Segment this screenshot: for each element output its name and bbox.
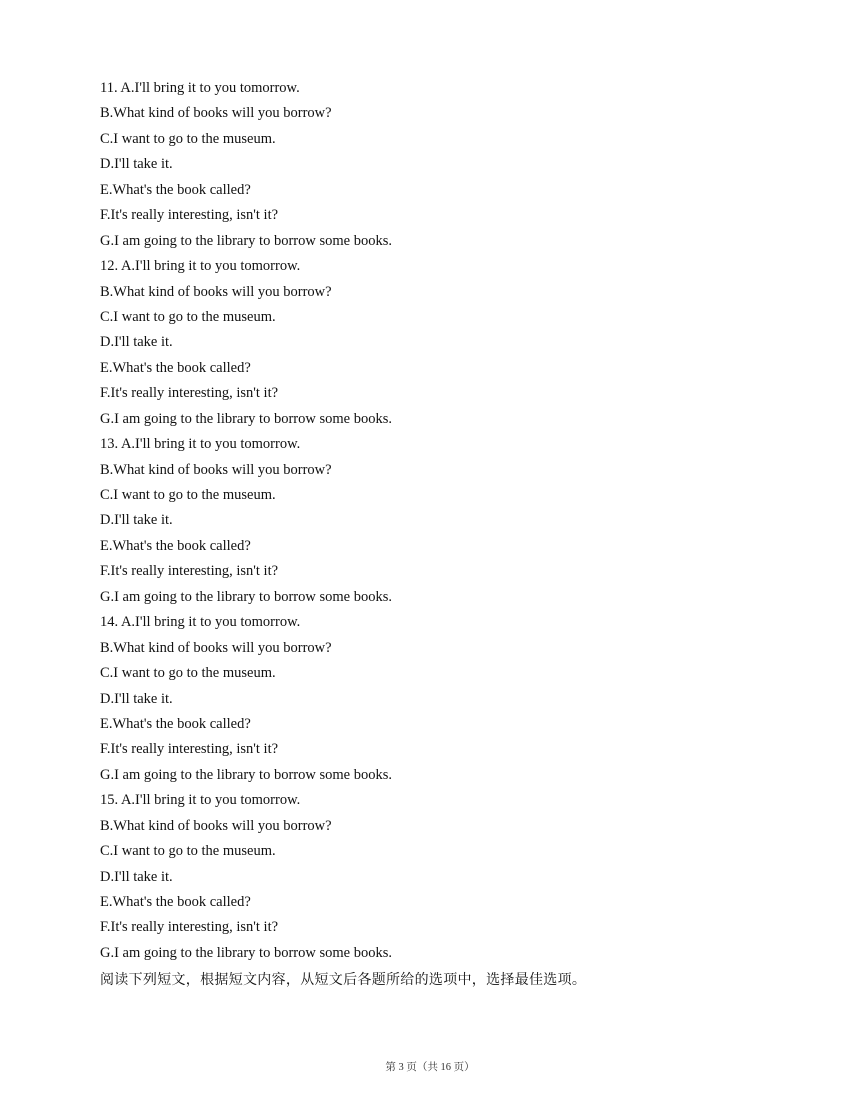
option-line: C.I want to go to the museum. bbox=[100, 130, 276, 147]
question-number: 13. bbox=[100, 436, 119, 453]
option-line: F.It's really interesting, isn't it? bbox=[100, 385, 279, 402]
page-footer: 第 3 页（共 16 页） bbox=[385, 1062, 475, 1073]
question-number: 12. bbox=[100, 258, 119, 275]
option-line: B.What kind of books will you borrow? bbox=[100, 283, 332, 300]
option-line: F.It's really interesting, isn't it? bbox=[100, 563, 279, 580]
question-block bbox=[100, 610, 780, 788]
option-line: F.It's really interesting, isn't it? bbox=[100, 919, 279, 936]
question-number: 14. bbox=[100, 614, 119, 631]
option-line: E.What's the book called? bbox=[100, 715, 251, 732]
question-first-line bbox=[100, 254, 780, 279]
option-line: E.What's the book called? bbox=[100, 537, 251, 554]
option-line: F.It's really interesting, isn't it? bbox=[100, 207, 279, 224]
option-line: G.I am going to the library to borrow some books. bbox=[100, 766, 392, 783]
option-line: D.I'll take it. bbox=[100, 156, 173, 173]
option-line: G.I am going to the library to borrow some books. bbox=[100, 410, 392, 427]
option-line: B.What kind of books will you borrow? bbox=[100, 817, 332, 834]
option-line: C.I want to go to the museum. bbox=[100, 843, 276, 860]
question-number: 15. bbox=[100, 792, 119, 809]
option-line: C.I want to go to the museum. bbox=[100, 308, 276, 325]
option-line: G.I am going to the library to borrow some books. bbox=[100, 944, 392, 961]
option-line: E.What's the book called? bbox=[100, 894, 251, 910]
question-first-line bbox=[100, 788, 780, 813]
question-first-line bbox=[100, 432, 780, 457]
option-text: A.I'll bring it to you tomorrow. bbox=[120, 258, 301, 275]
question-block bbox=[100, 254, 780, 432]
option-text: A.I'll bring it to you tomorrow. bbox=[120, 614, 301, 631]
option-line: D.I'll take it. bbox=[100, 512, 173, 529]
question-block bbox=[100, 76, 780, 254]
option-line: D.I'll take it. bbox=[100, 334, 173, 351]
option-line: C.I want to go to the museum. bbox=[100, 487, 276, 503]
question-first-line bbox=[100, 76, 780, 101]
option-line: B.What kind of books will you borrow? bbox=[100, 639, 332, 656]
question-block bbox=[100, 432, 780, 610]
question-number: 11. bbox=[100, 80, 118, 96]
option-line: B.What kind of books will you borrow? bbox=[100, 461, 332, 478]
question-list bbox=[100, 76, 780, 994]
option-line: E.What's the book called? bbox=[100, 359, 251, 376]
question-first-line bbox=[100, 610, 780, 635]
option-line: F.It's really interesting, isn't it? bbox=[100, 741, 279, 758]
option-line: B.What kind of books will you borrow? bbox=[100, 105, 332, 122]
question-block bbox=[100, 788, 780, 966]
option-line: E.What's the book called? bbox=[100, 181, 251, 198]
option-text: A.I'll bring it to you tomorrow. bbox=[120, 80, 300, 96]
option-text: A.I'll bring it to you tomorrow. bbox=[120, 436, 301, 453]
option-text: A.I'll bring it to you tomorrow. bbox=[120, 792, 301, 809]
section-instruction: 阅读下列短文，根据短文内容，从短文后各题所给的选项中，选择最佳选项。 bbox=[100, 972, 587, 989]
option-line: G.I am going to the library to borrow some books. bbox=[100, 232, 392, 249]
option-line: D.I'll take it. bbox=[100, 868, 173, 885]
option-line: G.I am going to the library to borrow some books. bbox=[100, 588, 392, 605]
option-line: D.I'll take it. bbox=[100, 690, 173, 707]
option-line: C.I want to go to the museum. bbox=[100, 665, 276, 682]
